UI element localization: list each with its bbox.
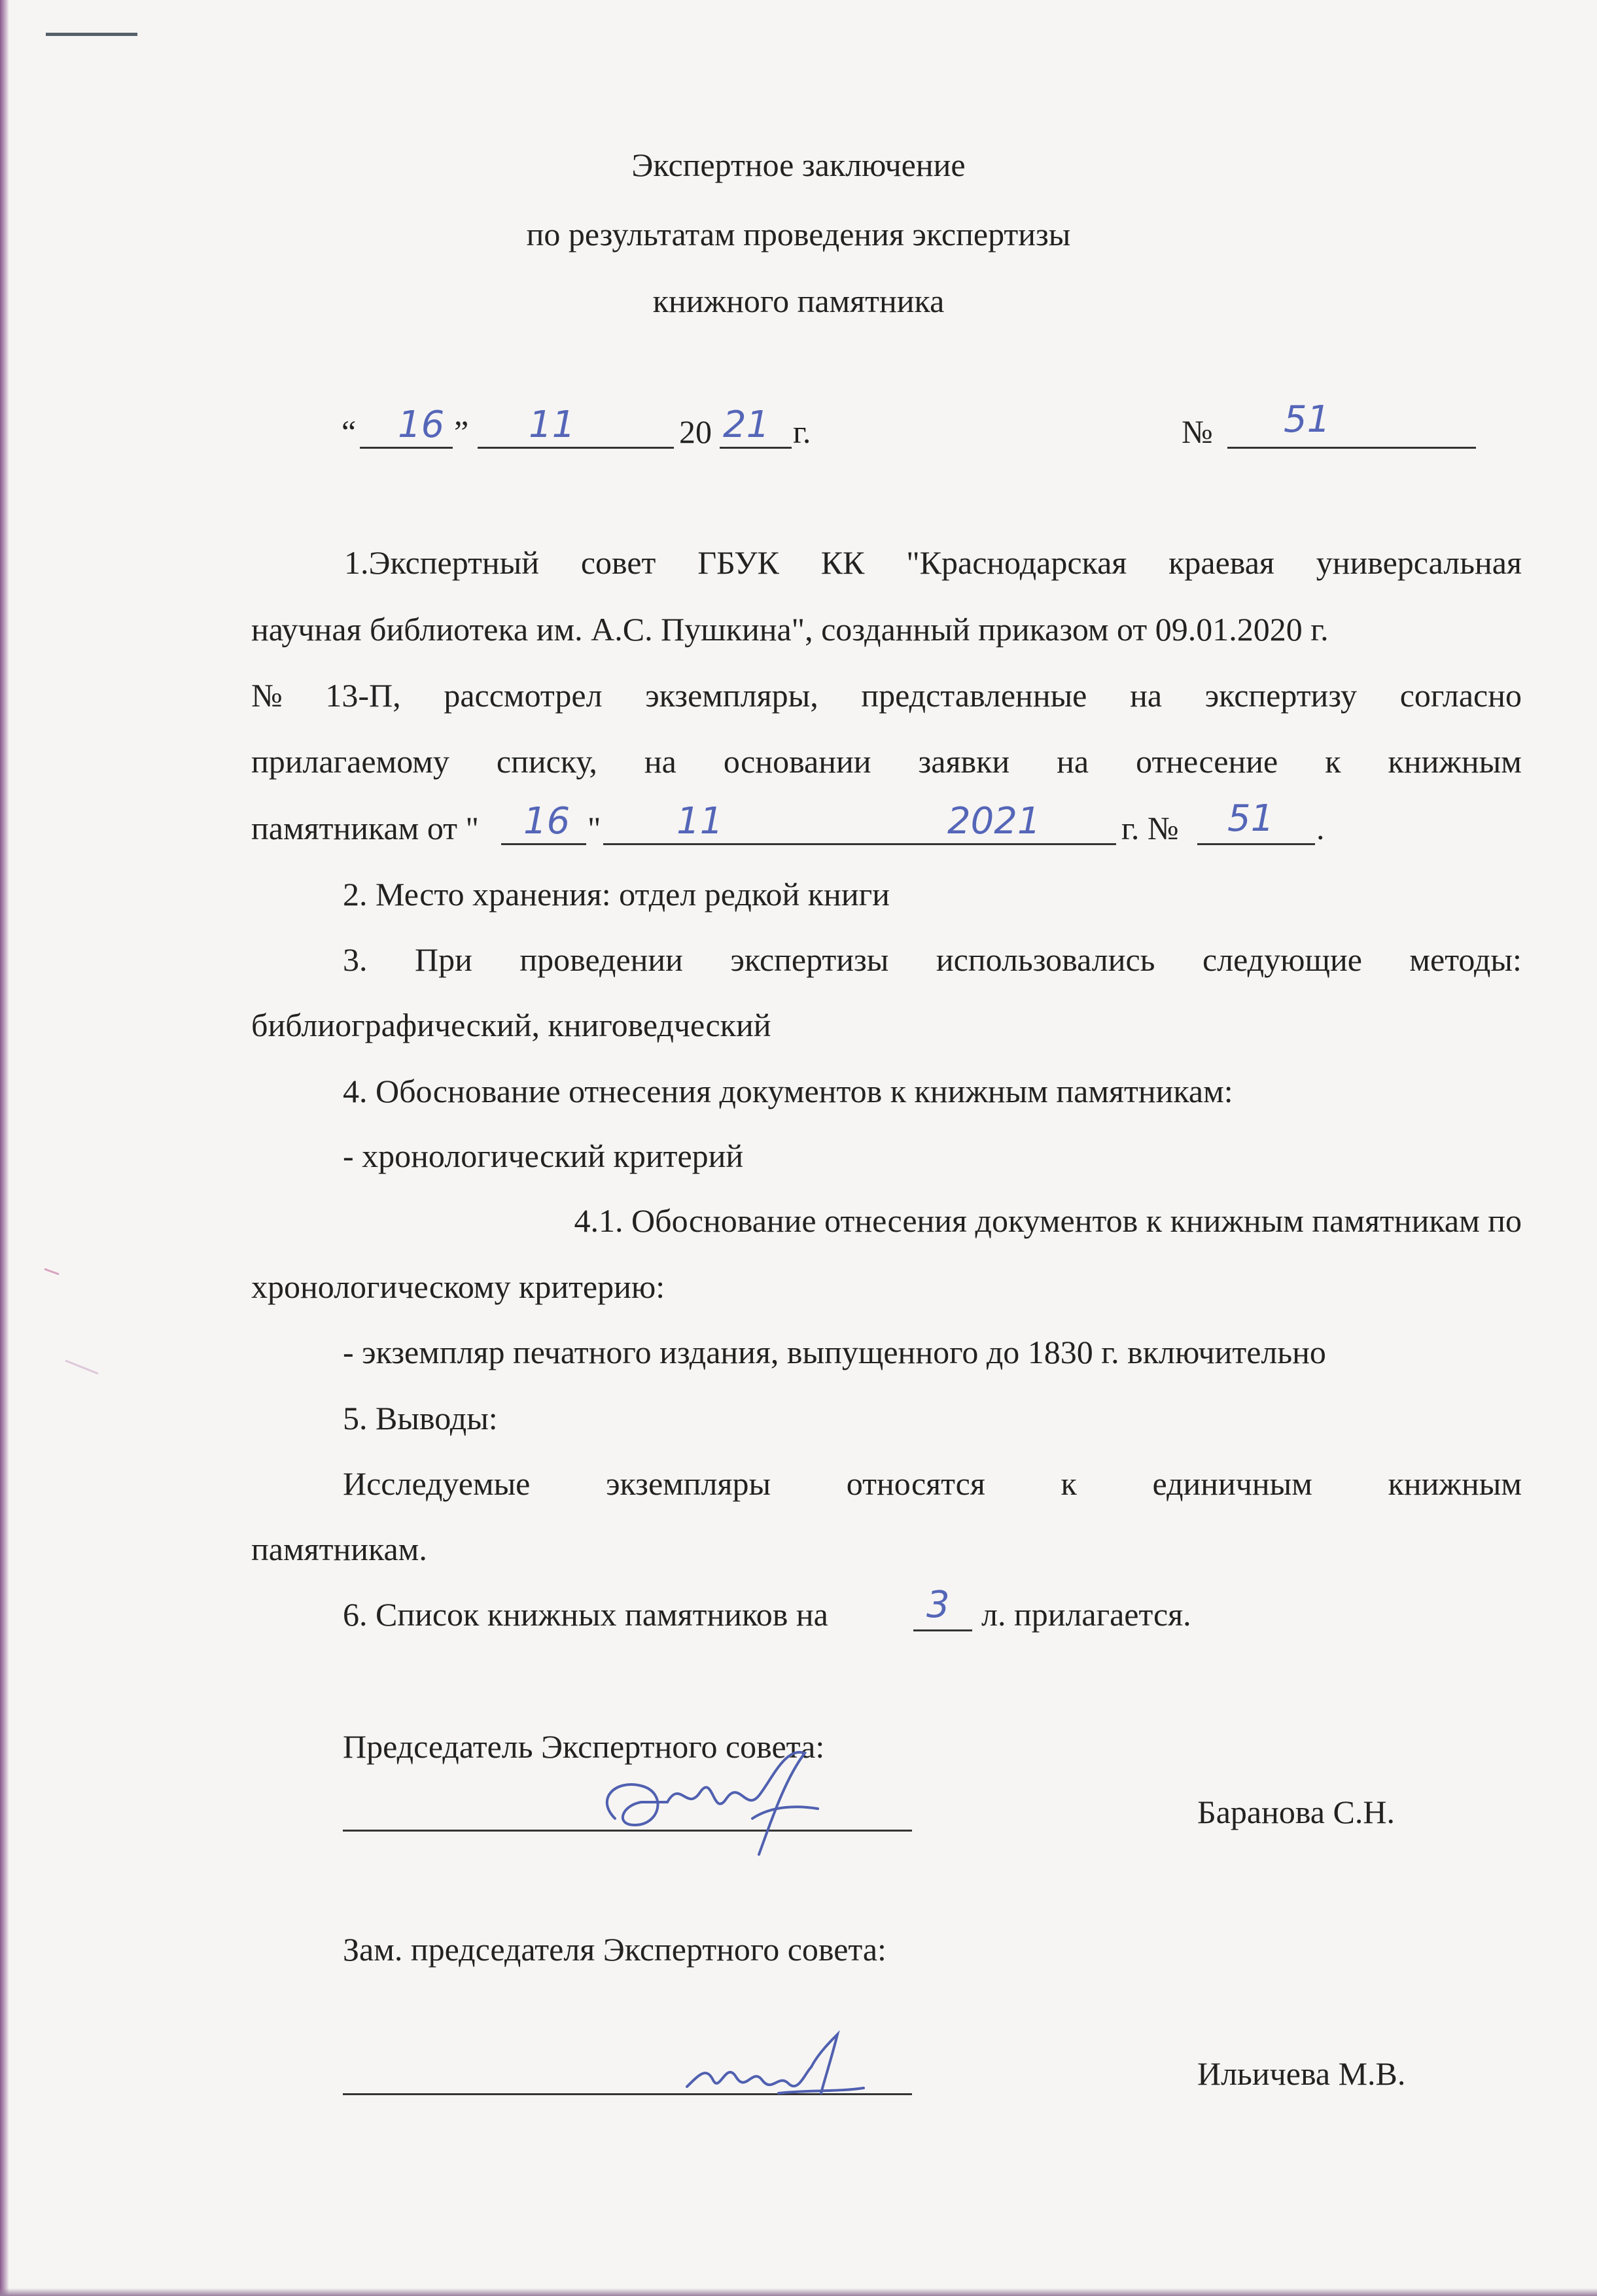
p5-word: к bbox=[1061, 1465, 1077, 1502]
p1-word: 13-П, bbox=[325, 677, 401, 714]
date-month-underline bbox=[478, 447, 674, 449]
p1-word: ГБУК bbox=[697, 544, 779, 581]
p41-item: - экземпляр печатного издания, выпущенного до 1830 г. включительно bbox=[343, 1334, 1326, 1370]
p5-word: книжным bbox=[1388, 1465, 1522, 1502]
p3-word: использовались bbox=[936, 941, 1155, 978]
p1-number-handwritten: 51 bbox=[1227, 797, 1274, 840]
p1-word: прилагаемому bbox=[251, 743, 449, 780]
p1-word: КК bbox=[820, 544, 865, 581]
p1-word: согласно bbox=[1399, 677, 1522, 714]
p1-word: универсальная bbox=[1316, 544, 1522, 581]
margin-marks bbox=[39, 1164, 118, 1400]
doc-title-line-1: Экспертное заключение bbox=[631, 147, 966, 183]
p5-word: Исследуемые bbox=[343, 1465, 531, 1502]
p1-word: на bbox=[1057, 743, 1089, 780]
p5-word: относятся bbox=[846, 1465, 985, 1502]
p1-word: совет bbox=[580, 544, 656, 581]
date-year-unit: г. bbox=[793, 413, 811, 450]
p4-item: - хронологический критерий bbox=[343, 1138, 744, 1174]
deputy-signature bbox=[674, 2028, 883, 2106]
p4-heading: 4. Обоснование отнесения документов к книжным памятникам: bbox=[343, 1073, 1233, 1109]
p1-word: 1.Экспертный bbox=[344, 544, 539, 581]
number-label: № bbox=[1182, 413, 1213, 450]
deputy-label: Зам. председателя Экспертного совета: bbox=[343, 1931, 886, 1968]
p1-line-5-mid: г. № bbox=[1121, 810, 1179, 846]
p5-line-2: памятникам. bbox=[251, 1531, 427, 1567]
p1-word: на bbox=[644, 743, 676, 780]
p5-heading: 5. Выводы: bbox=[343, 1400, 498, 1436]
p3-word: экспертизы bbox=[730, 941, 889, 978]
p5-word: экземпляры bbox=[606, 1465, 771, 1502]
p1-word: отнесение bbox=[1136, 743, 1278, 780]
doc-title-line-3: книжного памятника bbox=[652, 283, 945, 319]
scan-edge-bottom bbox=[0, 2288, 1597, 2296]
p3-word: 3. bbox=[343, 941, 368, 978]
p1-word: рассмотрел bbox=[444, 677, 603, 714]
p3-word: При bbox=[415, 941, 472, 978]
scan-edge-left bbox=[0, 0, 9, 2296]
date-open-quote: “ bbox=[342, 413, 357, 450]
p1-word: заявки bbox=[918, 743, 1010, 780]
p1-line-5-end: . bbox=[1316, 810, 1325, 846]
p1-date-underline bbox=[603, 843, 1116, 845]
doc-title-line-2: по результатам проведения экспертизы bbox=[526, 216, 1071, 252]
p6-count-handwritten: 3 bbox=[926, 1584, 950, 1626]
p3-line-1 bbox=[343, 940, 1522, 979]
p6-prefix: 6. Список книжных памятников на bbox=[343, 1596, 828, 1633]
p5-word: единичным bbox=[1152, 1465, 1312, 1502]
p1-day-handwritten: 16 bbox=[523, 800, 570, 843]
p1-word: краевая bbox=[1168, 544, 1274, 581]
date-day-handwritten: 16 bbox=[398, 404, 445, 446]
p1-word: к bbox=[1325, 743, 1341, 780]
p1-line-3 bbox=[251, 676, 1522, 715]
date-year-underline bbox=[720, 447, 792, 449]
p3-word: следующие bbox=[1202, 941, 1362, 978]
date-close-quote: ” bbox=[454, 413, 469, 450]
p41-line-1: 4.1. Обоснование отнесения документов к книжным памятникам по bbox=[574, 1202, 1522, 1239]
p1-word: основании bbox=[723, 743, 871, 780]
p1-word: № bbox=[251, 677, 283, 714]
p6-suffix: л. прилагается. bbox=[981, 1596, 1191, 1633]
number-underline bbox=[1227, 447, 1476, 449]
chair-name: Баранова С.Н. bbox=[1197, 1794, 1395, 1830]
p1-word: представленные bbox=[861, 677, 1087, 714]
date-month-handwritten: 11 bbox=[529, 404, 576, 446]
p41-line-2: хронологическому критерию: bbox=[251, 1268, 665, 1305]
p1-word: экспертизу bbox=[1204, 677, 1358, 714]
p1-word: на bbox=[1130, 677, 1163, 714]
p1-month-handwritten: 11 bbox=[676, 800, 724, 843]
p1-word: книжным bbox=[1388, 743, 1522, 780]
p3-word: проведении bbox=[519, 941, 683, 978]
p1-line-5-prefix: памятникам от " bbox=[251, 810, 479, 846]
p1-line-5-quote: " bbox=[588, 810, 601, 846]
chair-signature bbox=[589, 1740, 837, 1858]
p1-number-underline bbox=[1197, 843, 1315, 845]
p3-line-2: библиографический, книговедческий bbox=[251, 1007, 771, 1043]
p1-line-2: научная библиотека им. А.С. Пушкина", созданный приказом от 09.01.2020 г. bbox=[251, 611, 1329, 648]
p1-word: "Краснодарская bbox=[906, 544, 1127, 581]
p1-year-handwritten: 2021 bbox=[947, 800, 1041, 843]
deputy-name: Ильичева М.В. bbox=[1197, 2055, 1406, 2092]
p1-word: экземпляры, bbox=[645, 677, 818, 714]
p1-line-4 bbox=[251, 742, 1522, 781]
chair-label: Председатель Экспертного совета: bbox=[343, 1728, 825, 1765]
number-handwritten: 51 bbox=[1284, 398, 1331, 441]
date-year-prefix: 20 bbox=[679, 413, 712, 450]
p6-count-underline bbox=[913, 1629, 972, 1631]
p1-line-1 bbox=[251, 543, 1522, 582]
corner-mark bbox=[46, 33, 137, 36]
date-year-handwritten: 21 bbox=[723, 404, 770, 446]
p1-day-underline bbox=[501, 843, 586, 845]
p5-line-1 bbox=[343, 1464, 1522, 1503]
p2-storage: 2. Место хранения: отдел редкой книги bbox=[343, 876, 890, 913]
date-day-underline bbox=[360, 447, 453, 449]
p3-word: методы: bbox=[1409, 941, 1522, 978]
p1-word: списку, bbox=[496, 743, 597, 780]
